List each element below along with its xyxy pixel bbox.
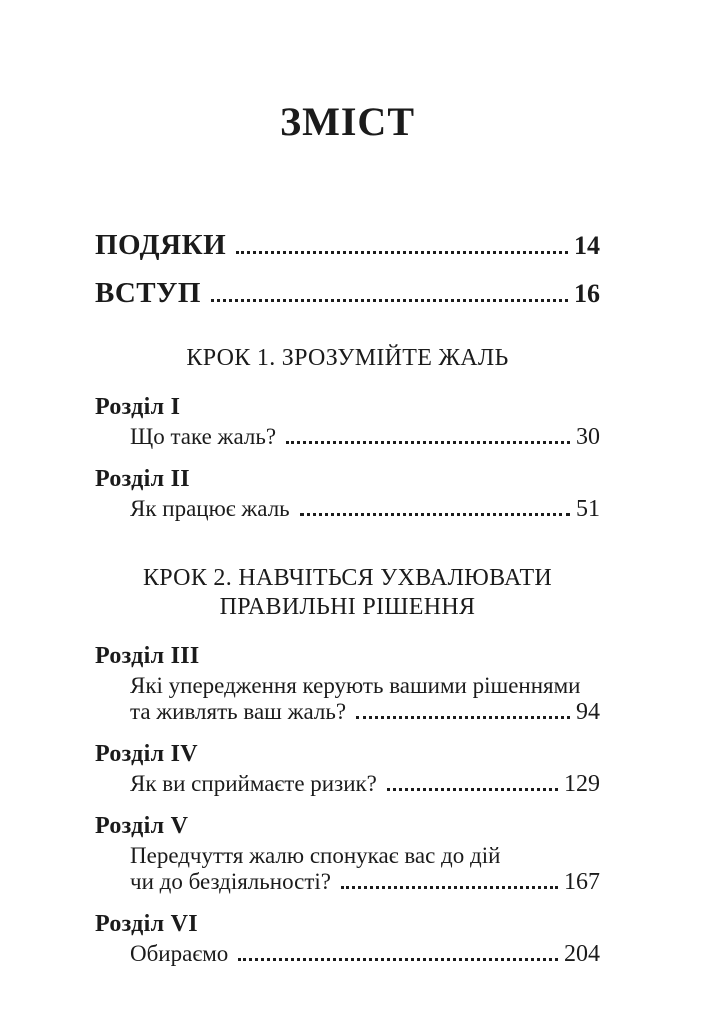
toc-section-2	[95, 564, 600, 967]
front-entry-label: ВСТУП	[95, 277, 201, 309]
dot-leader	[387, 788, 558, 791]
sections-container	[95, 344, 600, 967]
chapter-entry	[95, 642, 600, 725]
chapter-title	[95, 843, 600, 895]
chapter-title	[95, 496, 600, 522]
chapter-title	[95, 673, 600, 725]
chapter-title-line: та живлять ваш жаль?	[130, 699, 347, 724]
page-number: 14	[574, 231, 600, 260]
page-number: 30	[576, 424, 600, 450]
chapter-name: Розділ II	[95, 466, 190, 492]
front-matter-list	[95, 228, 600, 311]
section-heading-line: КРОК 2. НАВЧІТЬСЯ УХВАЛЮВАТИ	[142, 565, 553, 591]
chapter-title	[95, 941, 600, 967]
toc-section-1	[95, 344, 600, 522]
chapter-title	[95, 424, 600, 450]
page-number: 129	[564, 771, 600, 797]
page-number: 204	[564, 941, 600, 967]
chapter-title-row	[130, 771, 600, 797]
dot-leader	[236, 251, 568, 254]
chapter-name: Розділ VI	[95, 911, 198, 937]
chapter-title-row	[130, 496, 600, 522]
dot-leader	[341, 886, 558, 889]
dot-leader	[238, 958, 558, 961]
chapter-title-row	[130, 941, 600, 967]
chapter-name: Розділ I	[95, 394, 181, 420]
chapter-name: Розділ III	[95, 643, 200, 669]
page-number: 16	[574, 279, 600, 308]
front-entry	[95, 276, 600, 311]
chapter-title-line: чи до бездіяльності?	[130, 869, 332, 894]
front-entry-label: ПОДЯКИ	[95, 229, 227, 261]
chapter-title-line: Які упередження керують вашими рішеннями	[130, 673, 581, 698]
page-number: 94	[576, 699, 600, 725]
chapter-entry	[95, 465, 600, 522]
front-entry	[95, 228, 600, 263]
chapter-title-line: Що таке жаль?	[130, 424, 277, 449]
chapter-entry	[95, 910, 600, 967]
section-heading-line: ПРАВИЛЬНІ РІШЕННЯ	[219, 594, 476, 620]
chapter-title	[95, 771, 600, 797]
chapter-entry	[95, 812, 600, 895]
chapter-title-line: Обираємо	[130, 941, 229, 966]
chapter-title-line: Передчуття жалю спонукає вас до дій	[130, 843, 501, 868]
chapter-title-row	[130, 424, 600, 450]
chapter-title-row	[130, 869, 600, 895]
section-heading-line: КРОК 1. ЗРОЗУМІЙТЕ ЖАЛЬ	[186, 345, 509, 371]
dot-leader	[356, 716, 570, 719]
dot-leader	[300, 513, 570, 516]
chapter-entry	[95, 740, 600, 797]
chapter-name: Розділ V	[95, 813, 189, 839]
chapter-title-line: Як ви сприймаєте ризик?	[130, 771, 377, 796]
dot-leader	[286, 441, 570, 444]
section-heading	[95, 564, 600, 622]
page-title: ЗМІСТ	[280, 99, 415, 144]
chapter-title-line: Як працює жаль	[130, 496, 290, 521]
dot-leader	[211, 299, 568, 302]
chapter-name: Розділ IV	[95, 741, 198, 767]
page-number: 167	[564, 869, 600, 895]
page-number: 51	[576, 496, 600, 522]
section-heading	[95, 344, 600, 373]
chapter-entry	[95, 393, 600, 450]
chapter-title-row	[130, 699, 600, 725]
